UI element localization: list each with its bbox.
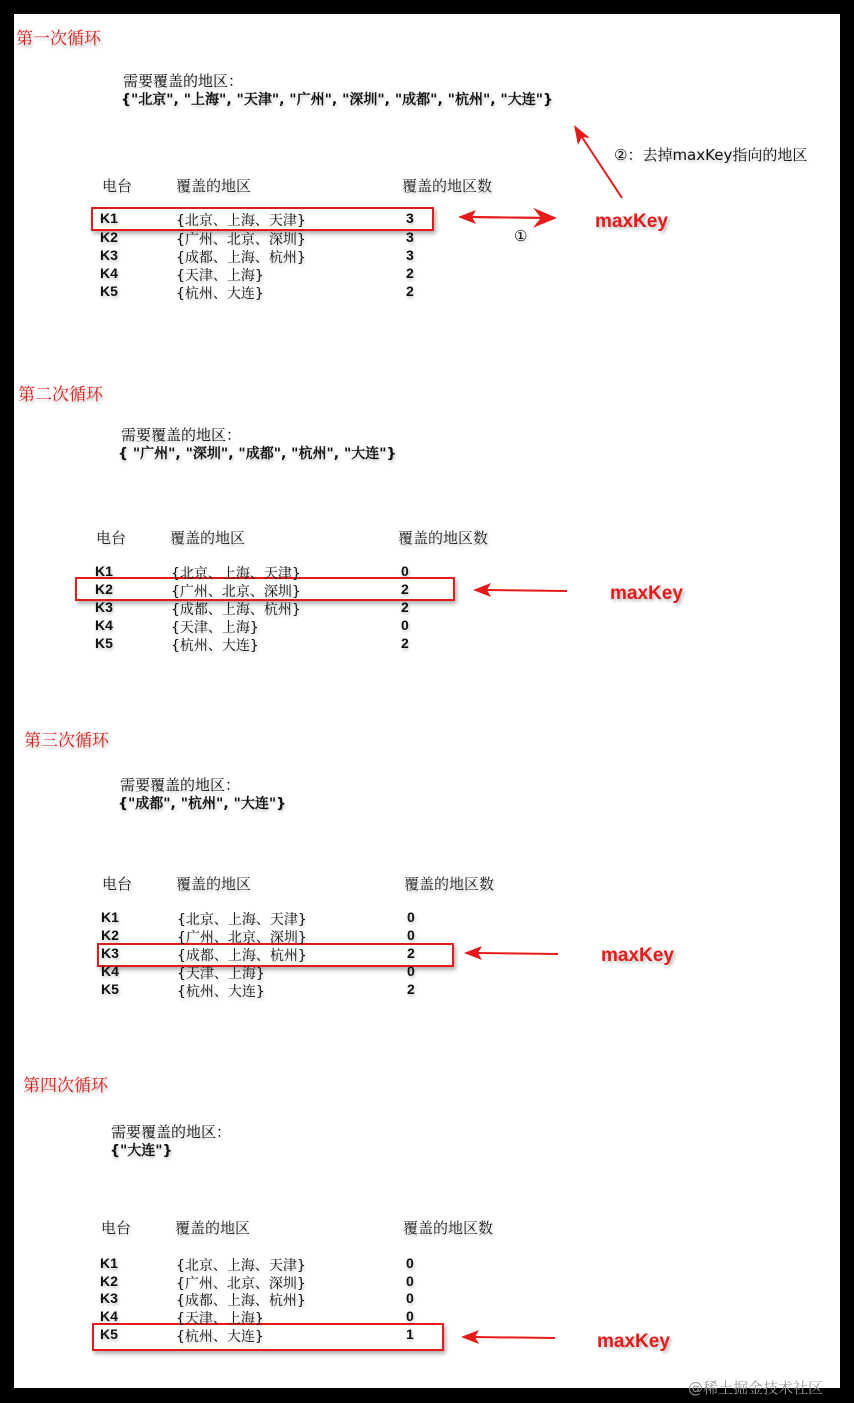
- station-key: K4: [100, 265, 118, 281]
- station-count: 1: [406, 1326, 414, 1342]
- loop-3-title: 第三次循环: [24, 731, 109, 751]
- watermark: @稀土掘金技术社区: [688, 1379, 824, 1397]
- station-count: 0: [401, 617, 409, 633]
- station-areas: {广州、北京、深圳}: [176, 1276, 306, 1292]
- loop-4-title: 第四次循环: [23, 1076, 108, 1096]
- loop-1-header-station: 电台: [102, 177, 133, 195]
- loop-2-arrow-icon: [485, 590, 567, 591]
- step-2-note: ②：去掉maxKey指向的地区: [614, 146, 808, 164]
- loop-3-header-areas: 覆盖的地区: [176, 875, 252, 893]
- station-key: K1: [100, 1255, 118, 1271]
- station-areas: {广州、北京、深圳}: [177, 930, 307, 946]
- loop-1-arrow-icon: [470, 217, 553, 218]
- station-count: 2: [406, 265, 414, 281]
- station-areas: {杭州、大连}: [176, 1329, 264, 1345]
- station-key: K4: [101, 963, 119, 979]
- loop-2-maxkey-label: maxKey: [610, 583, 683, 604]
- station-key: K4: [95, 617, 113, 633]
- loop-2-required-set: { "广州", "深圳", "成都", "杭州", "大连"}: [118, 446, 397, 462]
- station-key: K5: [100, 1326, 118, 1342]
- loop-2-header-count: 覆盖的地区数: [398, 529, 489, 547]
- station-count: 2: [407, 945, 415, 961]
- station-areas: {天津、上海}: [176, 1311, 264, 1327]
- station-areas: {广州、北京、深圳}: [171, 584, 301, 600]
- station-count: 0: [407, 909, 415, 925]
- station-key: K2: [100, 229, 118, 245]
- station-count: 2: [407, 981, 415, 997]
- station-areas: {北京、上海、天津}: [171, 566, 301, 582]
- station-key: K3: [101, 945, 119, 961]
- loop-4-maxkey-label: maxKey: [597, 1331, 670, 1352]
- loop-4-header-station: 电台: [101, 1219, 132, 1237]
- station-key: K5: [95, 635, 113, 651]
- station-count: 3: [406, 229, 414, 245]
- loop-4-header-areas: 覆盖的地区: [175, 1219, 251, 1237]
- station-count: 0: [407, 927, 415, 943]
- loop-3-maxkey-label: maxKey: [601, 945, 674, 966]
- station-areas: {天津、上海}: [177, 966, 265, 982]
- station-areas: {成都、上海、杭州}: [171, 602, 301, 618]
- loop-4-required-set: {"大连"}: [110, 1143, 173, 1159]
- loop-1-maxkey-label: maxKey: [595, 211, 668, 232]
- loop-1-title: 第一次循环: [16, 29, 101, 49]
- loop-2-title: 第二次循环: [18, 385, 103, 405]
- station-key: K2: [101, 927, 119, 943]
- station-areas: {成都、上海、杭州}: [176, 250, 306, 266]
- station-areas: {北京、上海、天津}: [176, 213, 306, 229]
- station-areas: {成都、上海、杭州}: [176, 1293, 306, 1309]
- loop-1-header-areas: 覆盖的地区: [176, 177, 252, 195]
- station-areas: {北京、上海、天津}: [176, 1258, 306, 1274]
- loop-2-header-areas: 覆盖的地区: [170, 529, 246, 547]
- station-count: 0: [406, 1290, 414, 1306]
- station-areas: {杭州、大连}: [177, 984, 265, 1000]
- station-areas: {北京、上海、天津}: [177, 912, 307, 928]
- loop-1-required-label: 需要覆盖的地区：: [123, 72, 244, 90]
- loop-2-header-station: 电台: [96, 529, 127, 547]
- station-key: K1: [95, 563, 113, 579]
- station-key: K3: [100, 247, 118, 263]
- station-areas: {广州、北京、深圳}: [176, 232, 306, 248]
- loop-4-header-count: 覆盖的地区数: [403, 1219, 494, 1237]
- station-key: K3: [95, 599, 113, 615]
- loop-3-header-count: 覆盖的地区数: [404, 875, 495, 893]
- station-key: K5: [101, 981, 119, 997]
- station-key: K3: [100, 1290, 118, 1306]
- loop-3-required-set: {"成都", "杭州", "大连"}: [118, 796, 287, 812]
- station-count: 2: [406, 283, 414, 299]
- station-key: K4: [100, 1308, 118, 1324]
- station-key: K5: [100, 283, 118, 299]
- loop-4-required-label: 需要覆盖的地区：: [111, 1123, 232, 1141]
- station-count: 0: [406, 1255, 414, 1271]
- loop-1-header-count: 覆盖的地区数: [402, 177, 493, 195]
- loop-3-required-label: 需要覆盖的地区：: [120, 776, 241, 794]
- loop-2-required-label: 需要覆盖的地区：: [121, 426, 242, 444]
- loop-4-arrow-icon: [473, 1337, 555, 1338]
- station-key: K1: [101, 909, 119, 925]
- loop-1-required-set: {"北京", "上海", "天津", "广州", "深圳", "成都", "杭州", "大连"}: [121, 92, 553, 108]
- station-count: 0: [406, 1273, 414, 1289]
- station-areas: {杭州、大连}: [176, 286, 264, 302]
- station-areas: {天津、上海}: [171, 620, 259, 636]
- station-areas: {天津、上海}: [176, 268, 264, 284]
- station-key: K2: [100, 1273, 118, 1289]
- loop-3-header-station: 电台: [102, 875, 133, 893]
- station-count: 2: [401, 599, 409, 615]
- station-count: 0: [401, 563, 409, 579]
- station-count: 0: [406, 1308, 414, 1324]
- station-count: 3: [406, 210, 414, 226]
- station-areas: {杭州、大连}: [171, 638, 259, 654]
- station-count: 2: [401, 635, 409, 651]
- station-key: K2: [95, 581, 113, 597]
- station-count: 2: [401, 581, 409, 597]
- station-count: 3: [406, 247, 414, 263]
- station-areas: {成都、上海、杭州}: [177, 948, 307, 964]
- loop-3-arrow-icon: [476, 953, 558, 954]
- station-count: 0: [407, 963, 415, 979]
- step-2-arrow-icon: [580, 134, 622, 198]
- station-key: K1: [100, 210, 118, 226]
- step-1-marker: ①: [514, 227, 528, 245]
